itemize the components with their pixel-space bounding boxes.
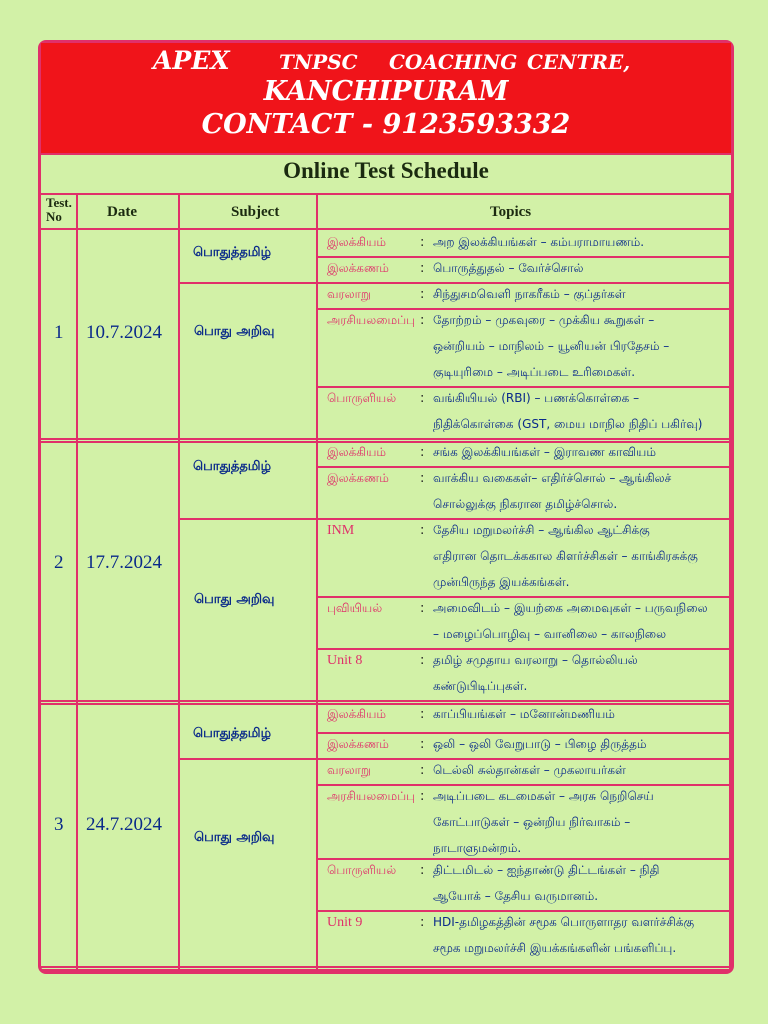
topic-text: HDI-தமிழகத்தின் சமூக பொருளாதர வளர்ச்சிக்கு bbox=[433, 915, 695, 929]
topic-text: அமைவிடம் – இயற்கை அமைவுகள் – பருவநிலை bbox=[433, 601, 708, 615]
divider bbox=[41, 153, 731, 155]
page-title: Online Test Schedule bbox=[283, 158, 489, 183]
topic-colon: : bbox=[420, 471, 425, 486]
topic-text: தமிழ் சமுதாய வரலாறு – தொல்லியல் bbox=[433, 653, 638, 667]
header-word-coaching: COACHING bbox=[389, 50, 518, 74]
subject-divider bbox=[178, 758, 316, 760]
topic-text: நாடாளுமன்றம். bbox=[433, 841, 522, 855]
subject-general-knowledge: பொது அறிவு bbox=[194, 324, 275, 339]
topic-text: குடியுரிமை – அடிப்படை உரிமைகள். bbox=[433, 365, 636, 379]
topic-label: இலக்கியம் bbox=[327, 707, 387, 721]
topic-text: முன்பிருந்த இயக்கங்கள். bbox=[433, 575, 570, 589]
topic-row-divider bbox=[316, 518, 730, 520]
topic-label: அரசியலமைப்பு bbox=[327, 313, 416, 327]
topic-text: பொருத்துதல் – வேர்ச்சொல் bbox=[433, 261, 584, 275]
subject-general-knowledge: பொது அறிவு bbox=[194, 592, 275, 607]
divider bbox=[41, 228, 731, 230]
topic-colon: : bbox=[420, 523, 425, 538]
block-divider bbox=[41, 703, 731, 705]
topic-row-divider bbox=[316, 256, 730, 258]
col-header-date: Date bbox=[107, 204, 137, 220]
topic-text: தோற்றம் – முகவுரை – முக்கிய கூறுகள் – bbox=[433, 313, 655, 327]
subject-tamil: பொதுத்தமிழ் bbox=[193, 245, 272, 260]
topic-label: INM bbox=[327, 523, 355, 538]
header-word-tnpsc: TNPSC bbox=[279, 50, 358, 74]
header-word-centre: CENTRE, bbox=[527, 50, 631, 74]
header-contact: CONTACT - 9123593332 bbox=[201, 109, 571, 140]
topic-label: இலக்கணம் bbox=[327, 261, 389, 275]
topic-label: Unit 8 bbox=[327, 653, 363, 668]
block-divider bbox=[41, 438, 731, 440]
topic-text: சொல்லுக்கு நிகரான தமிழ்ச்சொல். bbox=[433, 497, 618, 511]
block-divider bbox=[41, 966, 731, 968]
topic-label: பொருளியல் bbox=[327, 391, 397, 405]
test-date: 10.7.2024 bbox=[86, 322, 162, 343]
topic-text: வங்கியியல் (RBI) – பணக்கொள்கை – bbox=[433, 391, 640, 405]
topic-text: – மழைப்பொழிவு – வானிலை – காலநிலை bbox=[433, 627, 667, 641]
topic-text: தேசிய மறுமலர்ச்சி – ஆங்கில ஆட்சிக்கு bbox=[433, 523, 650, 537]
subject-divider bbox=[178, 518, 316, 520]
topic-colon: : bbox=[420, 915, 425, 930]
topic-text: ஒன்றியம் – மாநிலம் – யூனியன் பிரதேசம் – bbox=[433, 339, 670, 353]
topic-colon: : bbox=[420, 287, 425, 302]
topic-label: வரலாறு bbox=[327, 287, 371, 301]
subject-divider bbox=[178, 282, 316, 284]
topic-text: அடிப்படை கடமைகள் – அரசு நெறிசெய் bbox=[433, 789, 654, 803]
topic-colon: : bbox=[420, 261, 425, 276]
block-divider bbox=[41, 441, 731, 443]
topic-label: இலக்கியம் bbox=[327, 235, 387, 249]
topic-colon: : bbox=[420, 601, 425, 616]
topic-colon: : bbox=[420, 235, 425, 250]
topic-colon: : bbox=[420, 789, 425, 804]
grid-line bbox=[178, 193, 180, 971]
topic-row-divider bbox=[316, 910, 730, 912]
topic-text: ஆயோக் – தேசிய வருமானம். bbox=[433, 889, 599, 903]
topic-label: வரலாறு bbox=[327, 763, 371, 777]
test-date: 24.7.2024 bbox=[86, 814, 162, 835]
topic-label: புவியியல் bbox=[327, 601, 383, 615]
topic-row-divider bbox=[316, 308, 730, 310]
subject-general-knowledge: பொது அறிவு bbox=[194, 830, 275, 845]
topic-colon: : bbox=[420, 653, 425, 668]
subject-tamil: பொதுத்தமிழ் bbox=[193, 726, 272, 741]
topic-colon: : bbox=[420, 391, 425, 406]
topic-colon: : bbox=[420, 707, 425, 722]
topic-row-divider bbox=[316, 784, 730, 786]
topic-label: இலக்கணம் bbox=[327, 471, 389, 485]
block-divider bbox=[41, 700, 731, 702]
test-number: 3 bbox=[54, 814, 64, 835]
topic-row-divider bbox=[316, 466, 730, 468]
topic-text: டெல்லி சுல்தான்கள் – முகலாயர்கள் bbox=[433, 763, 626, 777]
topic-row-divider bbox=[316, 758, 730, 760]
topic-text: காப்பியங்கள் – மனோன்மணியம் bbox=[433, 707, 615, 721]
topic-colon: : bbox=[420, 313, 425, 328]
topic-text: சிந்துசமவெளி நாகரீகம் – குப்தர்கள் bbox=[433, 287, 626, 301]
test-date: 17.7.2024 bbox=[86, 552, 162, 573]
topic-label: இலக்கியம் bbox=[327, 445, 387, 459]
topic-text: சமூக மறுமலர்ச்சி இயக்கங்களின் பங்களிப்பு. bbox=[433, 941, 677, 955]
topic-label: பொருளியல் bbox=[327, 863, 397, 877]
topic-text: ஒலி – ஒலி வேறுபாடு – பிழை திருத்தம் bbox=[433, 737, 647, 751]
topic-text: வாக்கிய வகைகள்– எதிர்ச்சொல் – ஆங்கிலச் bbox=[433, 471, 672, 485]
topic-text: நிதிக்கொள்கை (GST, மைய மாநில நிதிப் பகிர்வு) bbox=[433, 417, 703, 431]
header-word-apex: APEX bbox=[153, 46, 230, 75]
topic-text: கோட்பாடுகள் – ஒன்றிய நிர்வாகம் – bbox=[433, 815, 631, 829]
topic-label: அரசியலமைப்பு bbox=[327, 789, 416, 803]
topic-text: கண்டுபிடிப்புகள். bbox=[433, 679, 528, 693]
topic-colon: : bbox=[420, 737, 425, 752]
block-divider bbox=[41, 969, 731, 971]
topic-text: எதிரான தொடக்ககால கிளர்ச்சிகள் – காங்கிரசுக்கு bbox=[433, 549, 698, 563]
topic-colon: : bbox=[420, 445, 425, 460]
col-header-test-no: Test. No bbox=[46, 195, 72, 224]
grid-line bbox=[76, 193, 78, 971]
topic-row-divider bbox=[316, 648, 730, 650]
divider bbox=[41, 193, 731, 195]
topic-row-divider bbox=[316, 386, 730, 388]
topic-colon: : bbox=[420, 763, 425, 778]
test-number: 1 bbox=[54, 322, 64, 343]
header-line-2: KANCHIPURAM bbox=[263, 76, 509, 107]
col-header-subject: Subject bbox=[231, 204, 280, 220]
header-banner bbox=[41, 43, 731, 153]
subject-tamil: பொதுத்தமிழ் bbox=[193, 459, 272, 474]
topic-row-divider bbox=[316, 596, 730, 598]
topic-text: திட்டமிடல் – ஐந்தாண்டு திட்டங்கள் – நிதி bbox=[433, 863, 660, 877]
col-header-topics: Topics bbox=[490, 204, 532, 220]
topic-text: சங்க இலக்கியங்கள் – இராவண காவியம் bbox=[433, 445, 656, 459]
topic-row-divider bbox=[316, 858, 730, 860]
topic-label: Unit 9 bbox=[327, 915, 363, 930]
topic-row-divider bbox=[316, 732, 730, 734]
topic-colon: : bbox=[420, 863, 425, 878]
test-number: 2 bbox=[54, 552, 64, 573]
topic-text: அற இலக்கியங்கள் – கம்பராமாயணம். bbox=[433, 235, 645, 249]
topic-label: இலக்கணம் bbox=[327, 737, 389, 751]
topic-row-divider bbox=[316, 282, 730, 284]
